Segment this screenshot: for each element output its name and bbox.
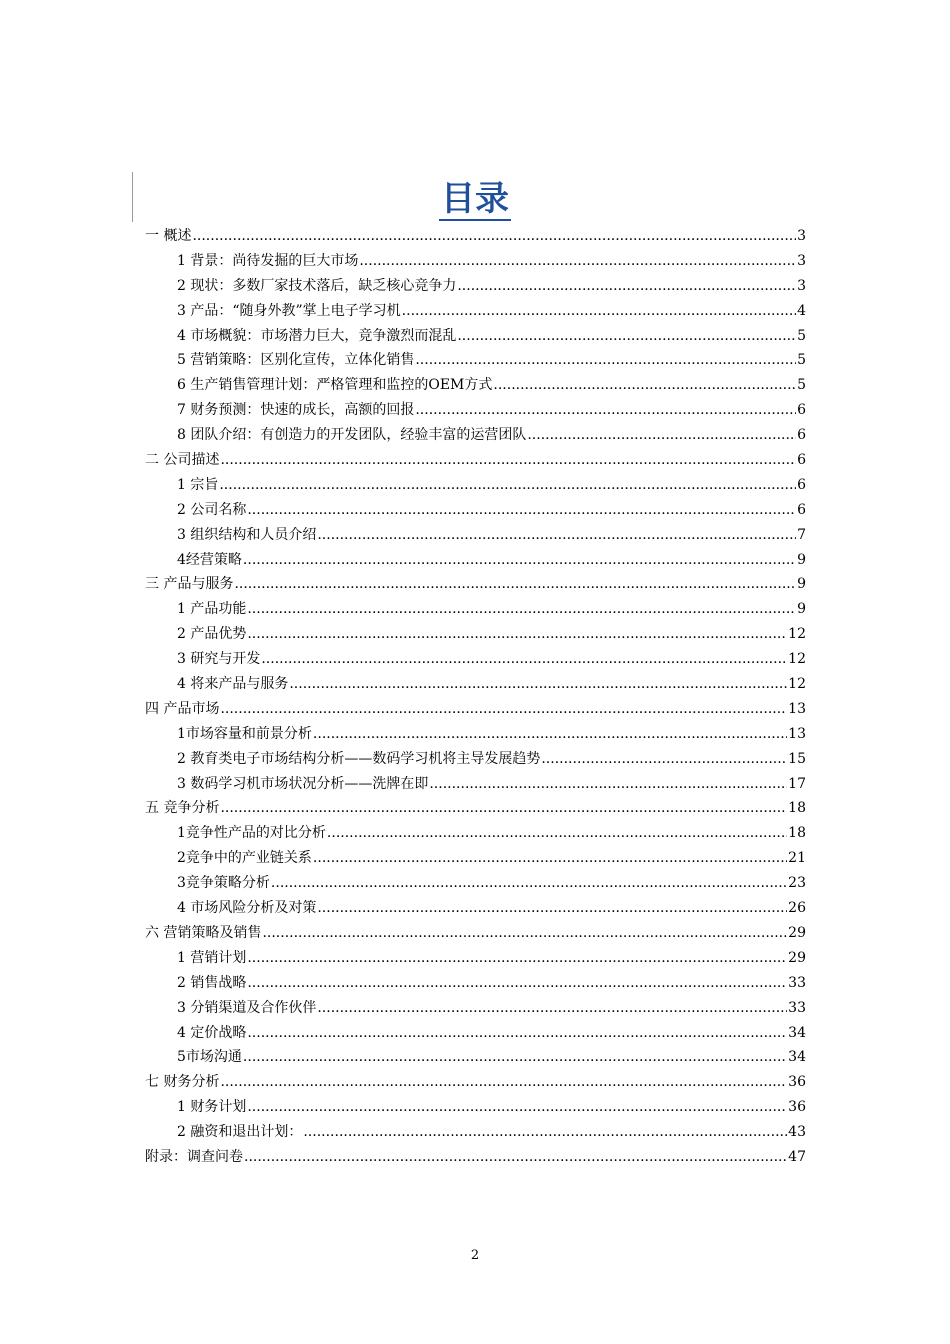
toc-entry-text: 一 概述 <box>145 228 192 244</box>
toc-subsection-entry[interactable] <box>145 299 806 324</box>
toc-subsection-entry[interactable] <box>145 846 806 871</box>
toc-entry-page: 13 <box>788 700 806 717</box>
toc-dot-leader <box>359 249 796 274</box>
toc-entry-page: 36 <box>788 1099 806 1116</box>
toc-subsection-entry[interactable] <box>145 871 806 896</box>
toc-subsection-entry[interactable] <box>145 1095 806 1120</box>
toc-dot-leader <box>429 772 787 797</box>
toc-entry-text: 2竞争中的产业链关系 <box>177 850 312 867</box>
toc-subsection-entry[interactable] <box>145 996 806 1021</box>
toc-entry-page: 29 <box>788 924 806 941</box>
toc-entry-page: 26 <box>788 900 806 917</box>
toc-entry-text: 2 现状：多数厂家技术落后，缺乏核心竞争力 <box>177 277 457 294</box>
toc-entry-text: 1 宗旨 <box>177 476 219 493</box>
toc-entry-text: 五 竞争分析 <box>145 800 220 817</box>
toc-subsection-entry[interactable] <box>145 672 806 697</box>
toc-section-entry[interactable] <box>145 224 806 249</box>
toc-entry-page: 6 <box>797 427 806 444</box>
table-of-contents <box>145 224 806 1170</box>
toc-entry-text: 1 背景：尚待发掘的巨大市场 <box>177 252 359 269</box>
toc-entry-page: 23 <box>788 875 806 892</box>
toc-entry-page: 43 <box>788 1124 806 1141</box>
toc-dot-leader <box>457 324 796 349</box>
toc-entry-page: 13 <box>788 725 806 742</box>
toc-subsection-entry[interactable] <box>145 1021 806 1046</box>
toc-dot-leader <box>247 1021 787 1046</box>
toc-dot-leader <box>457 274 796 299</box>
toc-dot-leader <box>313 722 787 747</box>
toc-entry-page: 5 <box>797 352 806 369</box>
toc-entry-text: 1 财务计划 <box>177 1099 247 1116</box>
toc-dot-leader <box>415 348 796 373</box>
toc-entry-text: 2 教育类电子市场结构分析——数码学习机将主导发展趋势 <box>177 750 541 767</box>
toc-subsection-entry[interactable] <box>145 747 806 772</box>
toc-entry-text: 1竞争性产品的对比分析 <box>177 825 326 842</box>
toc-entry-text: 2 产品优势 <box>177 626 247 643</box>
toc-dot-leader <box>303 1120 787 1145</box>
toc-entry-page: 34 <box>788 1024 806 1041</box>
toc-dot-leader <box>247 971 787 996</box>
page-title <box>0 176 950 222</box>
toc-subsection-entry[interactable] <box>145 249 806 274</box>
toc-dot-leader <box>317 523 796 548</box>
toc-dot-leader <box>271 871 787 896</box>
toc-entry-text: 3竞争策略分析 <box>177 875 270 892</box>
toc-subsection-entry[interactable] <box>145 971 806 996</box>
toc-entry-page: 5 <box>797 327 806 344</box>
toc-dot-leader <box>247 498 796 523</box>
toc-subsection-entry[interactable] <box>145 772 806 797</box>
toc-entry-page: 6 <box>797 476 806 493</box>
toc-entry-page: 4 <box>797 302 806 319</box>
toc-entry-text: 2 融资和退出计划： <box>177 1124 303 1141</box>
toc-subsection-entry[interactable] <box>145 324 806 349</box>
toc-section-entry[interactable] <box>145 921 806 946</box>
toc-dot-leader <box>262 921 787 946</box>
toc-subsection-entry[interactable] <box>145 722 806 747</box>
toc-entry-page: 33 <box>788 999 806 1016</box>
toc-subsection-entry[interactable] <box>145 622 806 647</box>
toc-subsection-entry[interactable] <box>145 1045 806 1070</box>
toc-dot-leader <box>220 1070 787 1095</box>
toc-subsection-entry[interactable] <box>145 473 806 498</box>
toc-entry-page: 12 <box>788 651 806 668</box>
toc-entry-page: 17 <box>788 775 806 792</box>
toc-entry-text: 六 营销策略及销售 <box>145 924 262 941</box>
toc-dot-leader <box>402 299 796 324</box>
toc-entry-text: 4经营策略 <box>177 551 242 568</box>
toc-subsection-entry[interactable] <box>145 1120 806 1145</box>
toc-section-entry[interactable] <box>145 1145 806 1170</box>
toc-dot-leader <box>493 373 796 398</box>
toc-dot-leader <box>247 946 787 971</box>
toc-section-entry[interactable] <box>145 697 806 722</box>
toc-dot-leader <box>289 672 787 697</box>
toc-subsection-entry[interactable] <box>145 946 806 971</box>
toc-dot-leader <box>220 697 787 722</box>
toc-entry-page: 21 <box>788 850 806 867</box>
toc-dot-leader <box>247 1095 787 1120</box>
toc-subsection-entry[interactable] <box>145 398 806 423</box>
toc-entry-text: 1 产品功能 <box>177 601 247 618</box>
toc-entry-text: 2 销售战略 <box>177 974 247 991</box>
toc-subsection-entry[interactable] <box>145 423 806 448</box>
toc-entry-page: 6 <box>797 402 806 419</box>
toc-entry-page: 18 <box>788 800 806 817</box>
toc-entry-page: 12 <box>788 626 806 643</box>
toc-entry-text: 3 产品：“随身外教”掌上电子学习机 <box>177 302 401 319</box>
toc-entry-text: 4 将来产品与服务 <box>177 676 289 693</box>
toc-dot-leader <box>327 821 787 846</box>
toc-entry-text: 二 公司描述 <box>145 452 220 469</box>
toc-entry-text: 3 研究与开发 <box>177 651 261 668</box>
toc-dot-leader <box>527 423 796 448</box>
toc-entry-page: 12 <box>788 676 806 693</box>
toc-entry-text: 1市场容量和前景分析 <box>177 725 312 742</box>
toc-section-entry[interactable] <box>145 572 806 597</box>
toc-dot-leader <box>247 622 787 647</box>
toc-entry-text: 4 市场概貌：市场潜力巨大，竞争激烈而混乱 <box>177 327 457 344</box>
toc-entry-page: 15 <box>788 750 806 767</box>
toc-dot-leader <box>192 224 796 249</box>
toc-entry-text: 4 定价战略 <box>177 1024 247 1041</box>
toc-dot-leader <box>247 597 796 622</box>
toc-entry-text: 3 组织结构和人员介绍 <box>177 526 317 543</box>
toc-entry-page: 6 <box>797 452 806 469</box>
toc-dot-leader <box>219 473 796 498</box>
toc-dot-leader <box>234 572 796 597</box>
toc-subsection-entry[interactable] <box>145 523 806 548</box>
toc-entry-page: 33 <box>788 974 806 991</box>
toc-dot-leader <box>243 1045 787 1070</box>
toc-entry-page: 18 <box>788 825 806 842</box>
toc-entry-page: 7 <box>797 526 806 543</box>
toc-entry-text: 3 分销渠道及合作伙伴 <box>177 999 317 1016</box>
toc-entry-text: 6 生产销售管理计划：严格管理和监控的OEM方式 <box>177 377 493 394</box>
toc-title[interactable]: 目录 <box>441 179 509 219</box>
toc-entry-text: 2 公司名称 <box>177 501 247 518</box>
toc-entry-page: 5 <box>797 377 806 394</box>
toc-subsection-entry[interactable] <box>145 373 806 398</box>
toc-subsection-entry[interactable] <box>145 274 806 299</box>
toc-entry-page: 34 <box>788 1049 806 1066</box>
toc-entry-text: 1 营销计划 <box>177 949 247 966</box>
toc-entry-text: 5市场沟通 <box>177 1049 242 1066</box>
toc-entry-text: 四 产品市场 <box>145 700 220 717</box>
toc-subsection-entry[interactable] <box>145 348 806 373</box>
toc-entry-page: 9 <box>797 601 806 618</box>
toc-subsection-entry[interactable] <box>145 647 806 672</box>
toc-entry-page: 36 <box>788 1074 806 1091</box>
toc-entry-text: 5 营销策略：区别化宣传，立体化销售 <box>177 352 415 369</box>
page-number: 2 <box>470 1248 480 1263</box>
toc-subsection-entry[interactable] <box>145 896 806 921</box>
toc-dot-leader <box>243 548 796 573</box>
toc-section-entry[interactable] <box>145 1070 806 1095</box>
toc-subsection-entry[interactable] <box>145 821 806 846</box>
toc-dot-leader <box>317 996 787 1021</box>
toc-entry-page: 47 <box>788 1148 806 1165</box>
toc-subsection-entry[interactable] <box>145 597 806 622</box>
toc-dot-leader <box>244 1145 787 1170</box>
toc-dot-leader <box>313 846 787 871</box>
toc-entry-page: 9 <box>797 576 806 593</box>
toc-entry-text: 8 团队介绍：有创造力的开发团队，经验丰富的运营团队 <box>177 427 527 444</box>
toc-section-entry[interactable] <box>145 796 806 821</box>
toc-entry-page: 6 <box>797 501 806 518</box>
toc-dot-leader <box>220 796 787 821</box>
toc-dot-leader <box>220 448 796 473</box>
toc-entry-page: 29 <box>788 949 806 966</box>
toc-dot-leader <box>415 398 796 423</box>
toc-dot-leader <box>541 747 787 772</box>
toc-entry-page: 3 <box>797 277 806 294</box>
toc-section-entry[interactable] <box>145 448 806 473</box>
toc-entry-text: 7 财务预测：快速的成长，高额的回报 <box>177 402 415 419</box>
toc-entry-page: 3 <box>797 252 806 269</box>
toc-subsection-entry[interactable] <box>145 548 806 573</box>
toc-entry-text: 附录：调查问卷 <box>145 1148 243 1165</box>
toc-subsection-entry[interactable] <box>145 498 806 523</box>
toc-entry-text: 七 财务分析 <box>145 1074 220 1091</box>
toc-entry-text: 4 市场风险分析及对策 <box>177 900 317 917</box>
toc-dot-leader <box>317 896 787 921</box>
toc-dot-leader <box>261 647 787 672</box>
toc-entry-page: 3 <box>797 228 806 244</box>
toc-entry-page: 9 <box>797 551 806 568</box>
toc-entry-text: 三 产品与服务 <box>145 576 234 593</box>
toc-entry-text: 3 数码学习机市场状况分析——洗牌在即 <box>177 775 429 792</box>
